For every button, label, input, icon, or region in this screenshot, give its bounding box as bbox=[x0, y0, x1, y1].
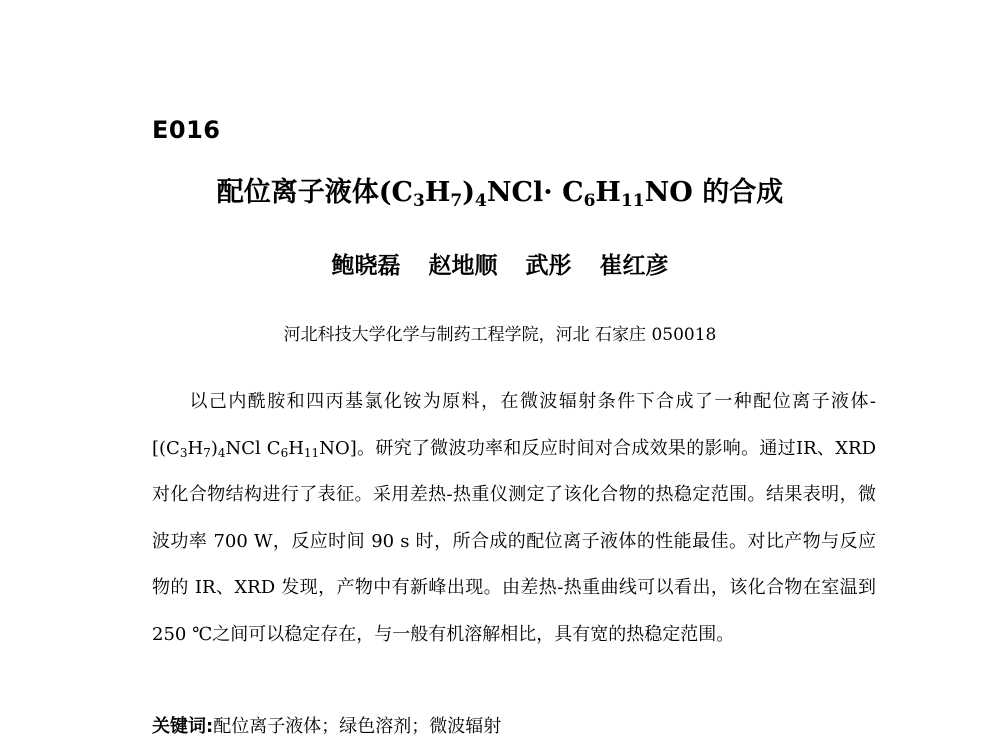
formula-subscript: 6 bbox=[280, 445, 289, 460]
title-subscript: 11 bbox=[620, 191, 645, 211]
affiliation: 河北科技大学化学与制药工程学院，河北 石家庄 050018 bbox=[283, 325, 717, 345]
abstract-text: 以己内酰胺和四丙基氯化铵为原料，在微波辐射条件下合成了一种配位离子 bbox=[188, 391, 832, 412]
title-part: NO 的合成 bbox=[644, 177, 784, 208]
abstract-text: ) bbox=[210, 437, 218, 459]
title-part: H bbox=[595, 177, 621, 208]
author-list bbox=[0, 247, 1000, 280]
formula-subscript: 11 bbox=[303, 445, 320, 460]
abstract-text: H bbox=[288, 437, 304, 459]
paper-title bbox=[0, 170, 1000, 209]
abstract-text: 液体-[(C bbox=[152, 391, 876, 459]
title-part: ) bbox=[462, 177, 476, 208]
title-subscript: 4 bbox=[475, 191, 487, 211]
keywords bbox=[152, 712, 501, 738]
author-name: 武彤 bbox=[525, 253, 572, 279]
title-subscript: 6 bbox=[583, 191, 596, 211]
keywords-text: 配位离子液体；绿色溶剂；微波辐射 bbox=[213, 716, 502, 737]
title-subscript: 3 bbox=[413, 191, 425, 211]
title-part: 配位离子液体(C bbox=[216, 177, 414, 208]
author-name: 鲍晓磊 bbox=[331, 253, 401, 279]
author-name: 崔红彦 bbox=[599, 253, 669, 279]
title-part: H bbox=[424, 177, 451, 208]
formula-subscript: 4 bbox=[217, 445, 226, 460]
paper-code: E016 bbox=[152, 116, 221, 144]
title-subscript: 7 bbox=[450, 191, 463, 211]
abstract-text: H bbox=[187, 437, 204, 459]
abstract-text: NO]。研究了微波功率和反应时间对合成效果的影响。通过 bbox=[319, 437, 796, 459]
formula-subscript: 7 bbox=[203, 445, 211, 460]
abstract-text: IR、XRD 对化合物结构进行了表征。采用差热-热重仪测定了该化合物的热稳定范围。结果表明，微波功率 700 W，反应时间 90 s 时，所合成的配位离子液体的性能最佳。对比产物与反应物的 IR、XRD 发现，产物中有新峰出现。由差热-热重曲线可以看出，该化合物在室温到 250 ℃之间可以稳定存在，与一般有机溶解相比，具有宽的热稳定范围。 bbox=[152, 437, 877, 645]
abstract-text: NCl C bbox=[225, 437, 281, 459]
formula-subscript: 3 bbox=[179, 445, 188, 460]
author-name: 赵地顺 bbox=[428, 253, 498, 279]
title-part: NCl· C bbox=[486, 177, 584, 208]
abstract bbox=[152, 379, 876, 658]
keywords-label: 关键词: bbox=[152, 716, 214, 737]
